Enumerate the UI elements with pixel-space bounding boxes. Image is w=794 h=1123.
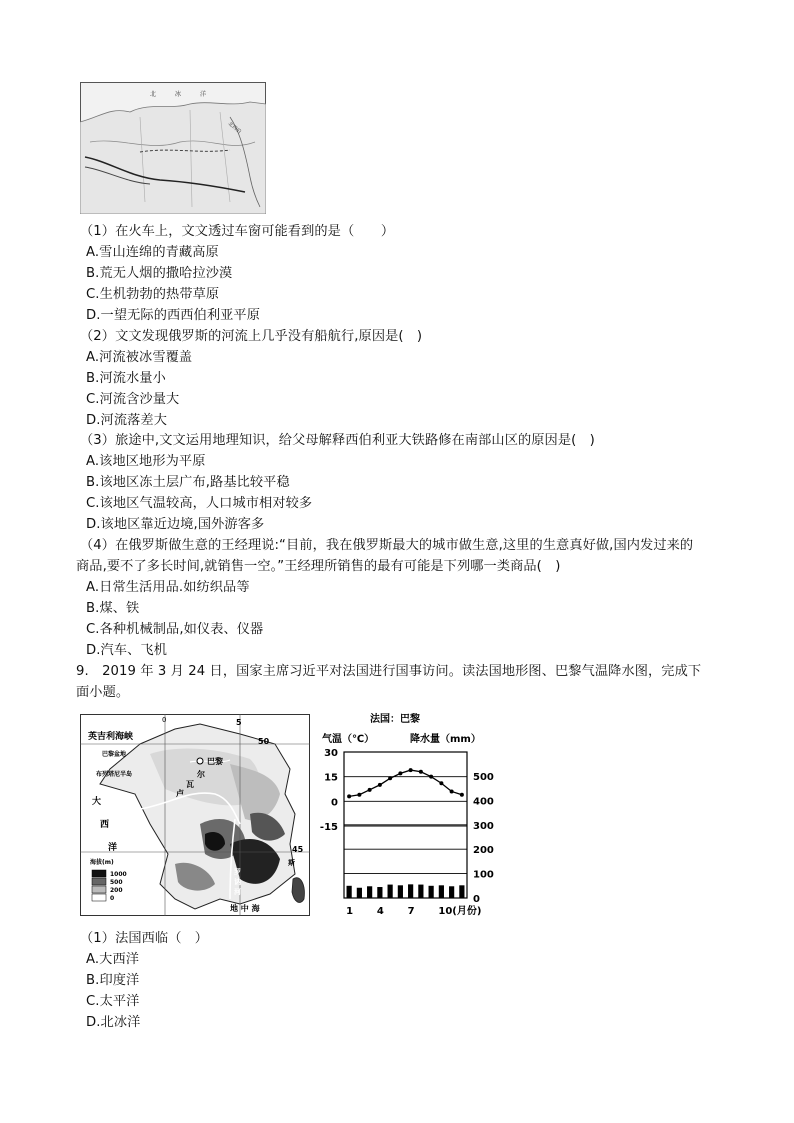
- left-axis-label: 气温（℃）: [322, 734, 375, 745]
- legend-label: 1000: [110, 871, 127, 878]
- option: C.太平洋: [86, 994, 140, 1009]
- question-stem: （4）在俄罗斯做生意的王经理说:“目前，我在俄罗斯最大的城市做生意,这里的生意真好做,国内发过来的: [80, 538, 694, 553]
- question-stem: （1）法国西临（ ）: [80, 931, 209, 946]
- x-tick-label: 4: [376, 906, 384, 917]
- option: D.一望无际的西西伯利亚平原: [86, 308, 260, 323]
- precip-bar: [388, 885, 393, 898]
- map-label: 巴黎盆地: [102, 751, 127, 758]
- map-label: 英吉利海峡: [88, 732, 134, 742]
- question-intro: 面小题。: [76, 685, 130, 700]
- france-terrain-map: [80, 714, 310, 916]
- option: C.该地区气温较高，人口城市相对较多: [86, 496, 313, 511]
- map-label: 洋: [108, 843, 118, 853]
- x-tick-label: 1: [346, 906, 354, 917]
- precip-bar: [377, 887, 382, 898]
- right-tick-label: 0: [473, 894, 480, 905]
- paris-marker: [197, 758, 203, 764]
- left-tick-label: 15: [324, 772, 338, 784]
- option: A.雪山连绵的青藏高原: [86, 245, 219, 260]
- temperature-point: [398, 771, 402, 775]
- option: D.河流落差大: [86, 413, 167, 428]
- option: B.煤、铁: [86, 601, 140, 616]
- chart-title: 法国：巴黎: [370, 714, 420, 725]
- precip-bar: [357, 888, 362, 898]
- precip-bar: [398, 885, 403, 898]
- legend-label: 200: [110, 887, 123, 894]
- map-label: 0: [162, 716, 167, 724]
- temperature-point: [429, 775, 433, 779]
- legend-swatch: [92, 878, 106, 885]
- map-label: 瓦: [186, 780, 194, 789]
- map-label: 尔: [197, 770, 205, 779]
- map-label: 西: [100, 820, 110, 830]
- right-tick-label: 300: [473, 820, 494, 832]
- right-tick-label: 500: [473, 772, 494, 783]
- map-label: 北: [150, 91, 157, 98]
- temperature-point: [347, 794, 351, 798]
- temperature-point: [357, 793, 361, 797]
- map-label: 洋: [200, 91, 207, 98]
- right-axis-label: 降水量（mm）: [410, 734, 481, 745]
- temperature-point: [460, 793, 464, 797]
- x-tick-label: 7: [407, 906, 415, 917]
- map-label: 斯: [288, 859, 295, 867]
- question-stem: 商品,要不了多长时间,就销售一空。”王经理所销售的最有可能是下列哪一类商品( ): [76, 559, 561, 574]
- option: D.该地区靠近边境,国外游客多: [86, 517, 265, 532]
- option: D.北冰洋: [86, 1015, 141, 1030]
- option: D.汽车、飞机: [86, 643, 167, 658]
- map-label: 巴黎: [207, 757, 223, 766]
- precip-bar: [429, 886, 434, 898]
- map-label: 罗: [234, 868, 241, 876]
- precip-bar: [449, 886, 454, 898]
- question-stem: （2）文文发现俄罗斯的河流上几乎没有船航行,原因是( ): [80, 329, 423, 344]
- option: B.该地区冻土层广布,路基比较平稳: [86, 475, 290, 490]
- temperature-point: [388, 776, 392, 780]
- map-label: 卢: [176, 789, 184, 798]
- legend-swatch: [92, 894, 106, 901]
- precip-bar: [367, 886, 372, 898]
- legend-label: 0: [110, 895, 115, 902]
- option: C.各种机械制品,如仪表、仪器: [86, 622, 264, 637]
- temperature-point: [378, 783, 382, 787]
- legend-swatch: [92, 870, 106, 877]
- x-tick-label: 10(月份): [438, 906, 482, 917]
- right-tick-label: 100: [473, 869, 494, 881]
- precip-bar: [459, 885, 464, 898]
- option: B.荒无人烟的撒哈拉沙漠: [86, 266, 233, 281]
- option: A.日常生活用品.如纺织品等: [86, 580, 250, 595]
- map-label: 大: [92, 797, 102, 807]
- option: B.印度洋: [86, 973, 140, 988]
- option: A.大西洋: [86, 952, 140, 967]
- temperature-line: [349, 770, 462, 796]
- legend-title: 海拔(m): [90, 859, 114, 866]
- option: A.该地区地形为平原: [86, 454, 206, 469]
- map-label: 讷: [234, 878, 241, 886]
- precip-bar: [439, 885, 444, 898]
- temperature-point: [419, 770, 423, 774]
- temperature-point: [450, 789, 454, 793]
- left-tick-label: -15: [319, 822, 338, 833]
- temperature-point: [409, 768, 413, 772]
- question-intro: 9. 2019 年 3 月 24 日，国家主席习近平对法国进行国事访问。读法国地形图、巴黎气温降水图，完成下: [76, 664, 702, 679]
- precip-bar: [408, 884, 413, 898]
- option: A.河流被冰雪覆盖: [86, 350, 193, 365]
- temperature-point: [439, 781, 443, 785]
- legend-swatch: [92, 886, 106, 893]
- question-stem: （3）旅途中,文文运用地理知识，给父母解释西伯利亚大铁路修在南部山区的原因是( ): [80, 433, 595, 448]
- map-label: 5: [236, 718, 242, 727]
- temperature-point: [368, 788, 372, 792]
- russia-railway-map: [80, 82, 266, 214]
- map-label: 45: [292, 845, 304, 854]
- precip-bar: [418, 885, 423, 898]
- legend-label: 500: [110, 879, 123, 886]
- map-label: 50: [258, 737, 270, 746]
- right-tick-label: 200: [473, 845, 494, 857]
- paris-climate-chart: [312, 708, 502, 923]
- option: C.河流含沙量大: [86, 392, 180, 407]
- map-label: 北西伯: [226, 120, 243, 136]
- option: B.河流水量小: [86, 371, 166, 386]
- map-label: 河: [234, 888, 241, 896]
- map-label: 冰: [175, 91, 182, 98]
- option: C.生机勃勃的热带草原: [86, 287, 220, 302]
- right-tick-label: 400: [473, 796, 494, 808]
- precip-bar: [347, 886, 352, 898]
- left-tick-label: 0: [331, 797, 338, 809]
- map-label: 地 中 海: [230, 904, 260, 913]
- map-label: 布列塔尼半岛: [96, 771, 133, 778]
- left-tick-label: 30: [324, 748, 338, 759]
- question-stem: （1）在火车上，文文透过车窗可能看到的是（ ）: [80, 224, 395, 239]
